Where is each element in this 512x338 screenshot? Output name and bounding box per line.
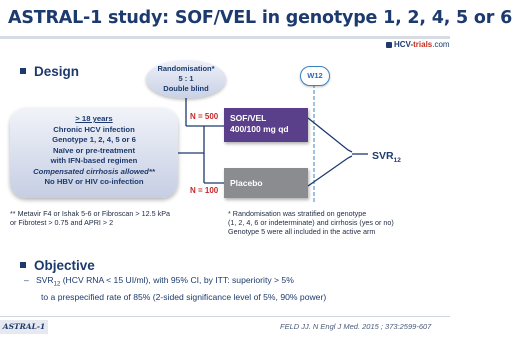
reference-citation: FELD JJ. N Engl J Med. 2015 ; 373:2599-607	[280, 322, 432, 331]
placebo-arm-box: Placebo	[224, 168, 308, 198]
randomisation-footnote: * Randomisation was stratified on genotype (1, 2, 4, 6 or indeterminate) and cirrhosis (yes or no) Genotype 5 were all included in the active arm	[228, 209, 394, 236]
inclusion-criteria-box: > 18 years Chronic HCV infection Genotype 1, 2, 4, 5 or 6 Naïve or pre-treatment with IFN-based regimen Compensated cirrhosis allowed** No HBV or HIV co-infection	[10, 108, 178, 198]
active-to-svr-line	[308, 118, 352, 152]
objective-line-2: to a prespecified rate of 85% (2-sided significance level of 5%, 90% power)	[41, 291, 327, 302]
svr12-endpoint: $SVR_{12}$	[372, 150, 401, 165]
hcv-trials-logo: HCV-trials.com	[386, 40, 450, 49]
study-tag: ASTRAL-1	[0, 320, 48, 334]
objective-text	[24, 274, 326, 303]
active-arm-box: SOF/VEL 400/100 mg qd	[224, 108, 308, 142]
objective-heading: Objective	[20, 258, 95, 273]
objective-line-1: – $SVR_{12}$ (HCV RNA < 15 UI/ml), with 95% CI, by ITT: superiority > 5%	[24, 275, 294, 288]
placebo-to-svr-line	[308, 156, 352, 186]
cirrhosis-footnote: ** Metavir F4 or Ishak 5-6 or Fibroscan > 12.5 kPa or Fibrotest > 0.75 and APRI > 2	[10, 209, 170, 227]
slide-title: ASTRAL-1 study: SOF/VEL in genotype 1, 2, 4, 5 or 6	[8, 8, 512, 28]
footer-divider	[0, 316, 450, 317]
active-n-label: N = 500	[190, 112, 219, 121]
placebo-n-label: N = 100	[190, 186, 219, 195]
design-heading: Design	[20, 64, 79, 79]
bullet-icon	[20, 262, 26, 268]
randomisation-box: Randomisation* 5 : 1 Double blind	[146, 60, 226, 98]
week12-badge: W12	[300, 66, 330, 86]
